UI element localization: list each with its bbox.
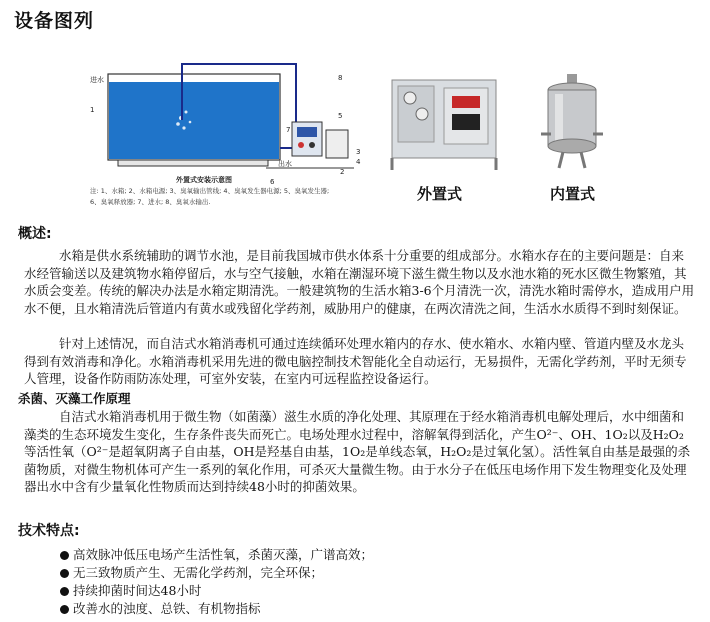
overview-heading: 概述:	[18, 226, 52, 242]
outlet-label: 出水	[278, 160, 292, 168]
external-caption: 外置式	[417, 185, 463, 203]
principle-paragraph: 自洁式水箱消毒机用于微生物（如菌藻）滋生水质的净化处理、其原理在于经水箱消毒机电解处理后，水中细菌和藻类的生态环境发生变化，生存条件丧失而死亡。电场处理水过程中，溶解氧得到活化，产生O²⁻、OH、1O₂以及H₂O₂等活性氧（O²⁻是超氧阴离子自由基，OH是羟基自由基，1O₂是单线态氧，H₂O₂是过氧化氢）。活性氧自由基是最强的杀菌物质，对微生物机体可产生一系列的氧化作用，可杀灭大量微生物。由于水分子在低压电场作用下发生物理变化及处理器出水中含有少量氧化性物质而达到持续48小时的抑菌效果。	[24, 409, 691, 494]
internal-unit-image	[537, 72, 607, 172]
inlet-label: 进水	[90, 76, 104, 84]
feature-item: 无三致物质产生、无需化学药剂，完全环保；	[60, 563, 323, 581]
callout-1: 1	[90, 106, 95, 114]
external-unit-image	[388, 76, 500, 172]
bullet-icon	[60, 605, 69, 614]
overview-paragraph-1: 水箱是供水系统辅助的调节水池，是目前我国城市供水体系十分重要的组成部分。水箱水存在的主要问题是：自来水经管输送以及建筑物水箱停留后，水与空气接触，水箱在潮湿环境下滋生微生物以及水池水箱的死水区微生物繁殖，其水质会变差。传统的解决办法是水箱定期清洗。一般建筑物的生活水箱3-6个月清洗一次，清洗水箱时需停水，造成用户用水不便，且水箱清洗后管道内有黄水或残留化学药剂，威胁用户的健康，在两次清洗之间，生活水水质得不到时刻保证。	[24, 248, 695, 316]
callout-2: 2	[340, 168, 345, 176]
bullet-icon	[60, 587, 69, 596]
installation-diagram	[86, 60, 376, 190]
feature-item: 改善水的浊度、总铁、有机物指标	[60, 599, 261, 617]
callout-7: 7	[286, 126, 291, 134]
bullet-icon	[60, 551, 69, 560]
overview-paragraph-2: 针对上述情况，而自洁式水箱消毒机可通过连续循环处理水箱内的存水、使水箱水、水箱内壁、管道内壁及水龙头得到有效消毒和净化。水箱消毒机采用先进的微电脑控制技术智能化全自动运行，无易损件，无需化学药剂，平时无须专人管理，设备作防雨防冻处理，可室外安装，在室内可远程监控设备运行。	[24, 336, 687, 386]
bullet-icon	[60, 569, 69, 578]
page-title: 设备图列	[14, 10, 95, 32]
internal-caption: 内置式	[550, 185, 596, 203]
diagram-legend: 注: 1、水箱; 2、水箱电源; 3、臭氧输出管线; 4、臭氧发生器电源; 5、臭氧发生器; 6、臭氧释放器; 7、进水; 8、臭氧水输出.	[90, 187, 330, 206]
callout-3: 3	[356, 148, 361, 156]
callout-4: 4	[356, 158, 361, 166]
diagram-caption: 外置式安装示意图	[176, 176, 232, 184]
principle-heading: 杀菌、灭藻工作原理	[18, 391, 131, 406]
callout-6: 6	[270, 178, 275, 186]
features-heading: 技术特点:	[18, 523, 80, 539]
feature-item: 高效脉冲低压电场产生活性氧，杀菌灭藻，广谱高效；	[60, 545, 373, 563]
callout-8: 8	[338, 74, 343, 82]
callout-5: 5	[338, 112, 343, 120]
feature-item: 持续抑菌时间达48小时	[60, 581, 201, 599]
